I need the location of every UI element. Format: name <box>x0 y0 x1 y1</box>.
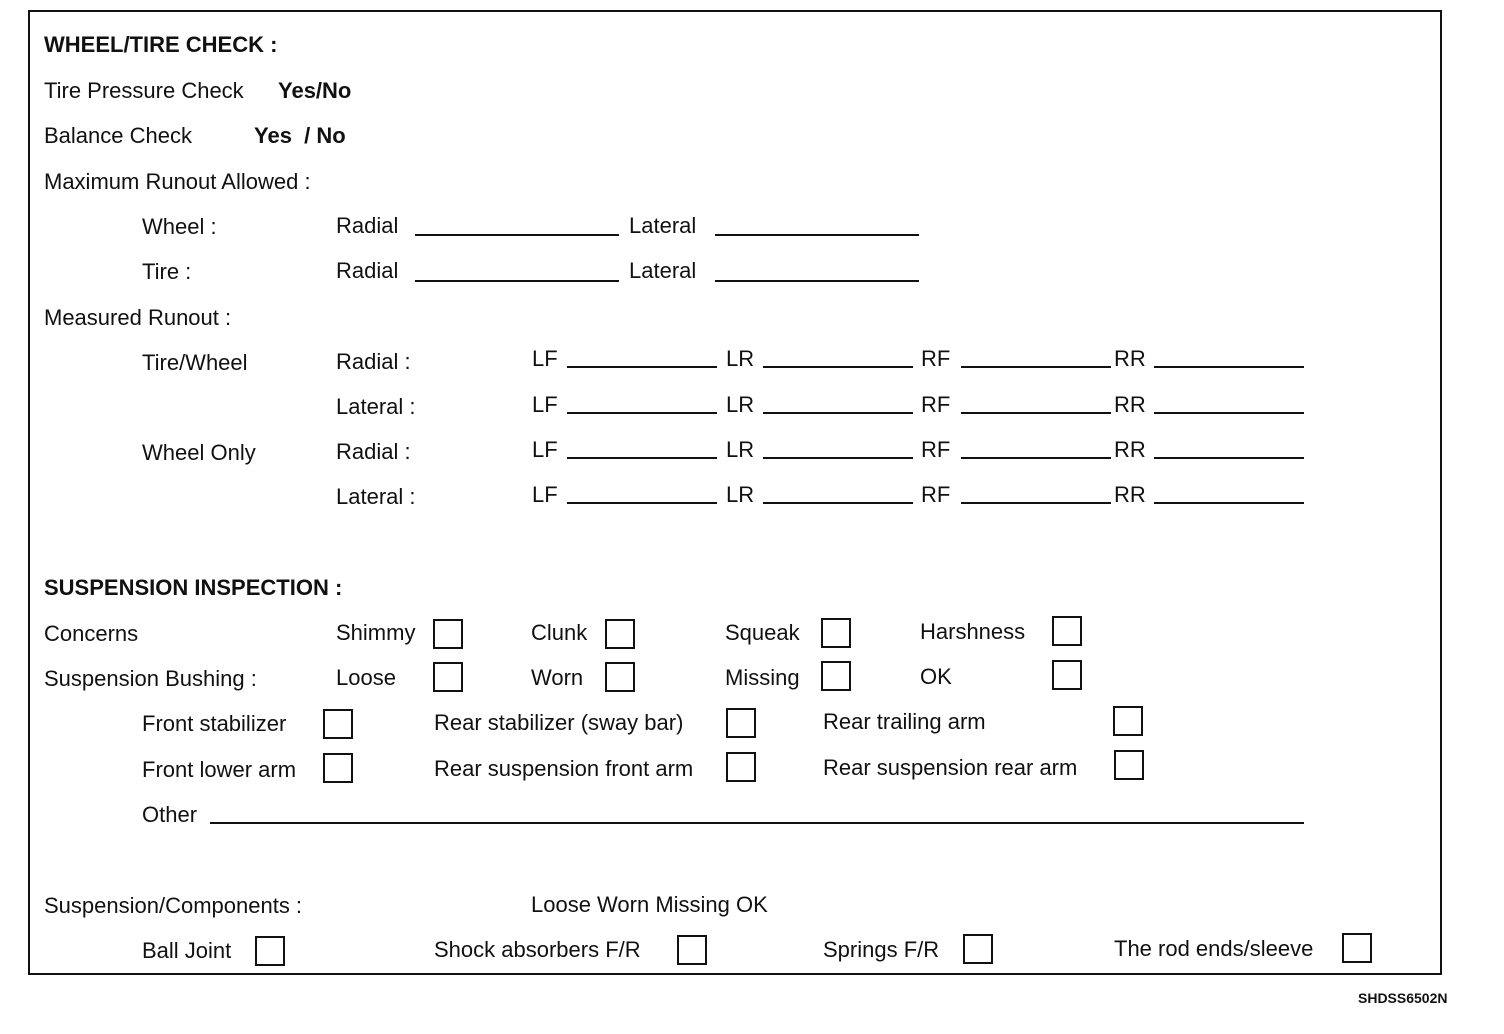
wo-lateral-lr-field[interactable] <box>763 502 913 504</box>
shock-absorbers-label: Shock absorbers F/R <box>434 937 641 962</box>
other-field[interactable] <box>210 822 1304 824</box>
tw-lateral-rf-field[interactable] <box>961 412 1111 414</box>
wo-radial-rr-label: RR <box>1114 437 1146 462</box>
bushing-worn-label: Worn <box>531 665 584 690</box>
suspension-heading: SUSPENSION INSPECTION : <box>44 575 343 600</box>
rear-stabilizer-checkbox[interactable] <box>726 708 756 738</box>
tw-lateral-rr-field[interactable] <box>1154 412 1304 414</box>
measured-runout-label: Measured Runout : <box>44 305 232 330</box>
tw-radial-label: Radial : <box>336 349 411 374</box>
concern-squeak-checkbox[interactable] <box>821 618 851 648</box>
allowed-tire-lateral-field[interactable] <box>715 280 919 282</box>
bushing-missing-label: Missing <box>725 665 800 690</box>
allowed-tire-lateral-label: Lateral <box>629 258 697 283</box>
components-legend: Loose Worn Missing OK <box>531 892 768 917</box>
wo-radial-lr-field[interactable] <box>763 457 913 459</box>
bushing-worn-checkbox[interactable] <box>605 662 635 692</box>
concern-harshness-checkbox[interactable] <box>1052 616 1082 646</box>
balance-check-label: Balance Check <box>44 123 192 148</box>
figure-code: SHDSS6502N <box>1358 990 1448 1006</box>
concern-harshness-label: Harshness <box>920 619 1026 644</box>
bushing-label: Suspension Bushing : <box>44 666 257 691</box>
allowed-wheel-label: Wheel : <box>142 214 217 239</box>
concerns-label: Concerns <box>44 621 139 646</box>
allowed-tire-radial-field[interactable] <box>415 280 619 282</box>
tw-lateral-lr-label: LR <box>726 392 755 417</box>
tire-pressure-options[interactable]: Yes/No <box>278 78 352 103</box>
rod-ends-checkbox[interactable] <box>1342 933 1372 963</box>
rear-susp-front-arm-label: Rear suspension front arm <box>434 756 694 781</box>
wo-lateral-rf-label: RF <box>921 482 951 507</box>
allowed-tire-radial-label: Radial <box>336 258 399 283</box>
wo-radial-label: Radial : <box>336 439 411 464</box>
wo-lateral-rf-field[interactable] <box>961 502 1111 504</box>
tw-radial-rr-label: RR <box>1114 346 1146 371</box>
front-stabilizer-label: Front stabilizer <box>142 711 287 736</box>
tire-wheel-label: Tire/Wheel <box>142 350 248 375</box>
concern-clunk-checkbox[interactable] <box>605 619 635 649</box>
tire-pressure-label: Tire Pressure Check <box>44 78 244 103</box>
front-lower-arm-checkbox[interactable] <box>323 753 353 783</box>
concern-clunk-label: Clunk <box>531 620 588 645</box>
wo-radial-rf-label: RF <box>921 437 951 462</box>
wo-radial-rf-field[interactable] <box>961 457 1111 459</box>
ball-joint-label: Ball Joint <box>142 938 232 963</box>
wo-radial-rr-field[interactable] <box>1154 457 1304 459</box>
wo-lateral-rr-label: RR <box>1114 482 1146 507</box>
rear-susp-rear-arm-checkbox[interactable] <box>1114 750 1144 780</box>
wo-lateral-lr-label: LR <box>726 482 755 507</box>
wo-radial-lf-label: LF <box>532 437 558 462</box>
wheel-tire-heading: WHEEL/TIRE CHECK : <box>44 32 278 57</box>
wo-lateral-label: Lateral : <box>336 484 416 509</box>
tw-radial-rr-field[interactable] <box>1154 366 1304 368</box>
bushing-missing-checkbox[interactable] <box>821 661 851 691</box>
tw-radial-lf-label: LF <box>532 346 558 371</box>
tw-lateral-lf-label: LF <box>532 392 558 417</box>
front-lower-arm-label: Front lower arm <box>142 757 297 782</box>
tw-radial-lr-field[interactable] <box>763 366 913 368</box>
tw-radial-lr-label: LR <box>726 346 755 371</box>
concern-shimmy-checkbox[interactable] <box>433 619 463 649</box>
allowed-wheel-lateral-label: Lateral <box>629 213 697 238</box>
tw-lateral-rf-label: RF <box>921 392 951 417</box>
front-stabilizer-checkbox[interactable] <box>323 709 353 739</box>
rear-susp-front-arm-checkbox[interactable] <box>726 752 756 782</box>
tw-lateral-lr-field[interactable] <box>763 412 913 414</box>
tw-radial-rf-label: RF <box>921 346 951 371</box>
concern-squeak-label: Squeak <box>725 620 800 645</box>
components-label: Suspension/Components : <box>44 893 303 918</box>
concern-shimmy-label: Shimmy <box>336 620 416 645</box>
springs-checkbox[interactable] <box>963 934 993 964</box>
rear-susp-rear-arm-label: Rear suspension rear arm <box>823 755 1078 780</box>
allowed-wheel-radial-field[interactable] <box>415 234 619 236</box>
bushing-loose-checkbox[interactable] <box>433 662 463 692</box>
wo-lateral-lf-label: LF <box>532 482 558 507</box>
tw-lateral-lf-field[interactable] <box>567 412 717 414</box>
max-runout-label: Maximum Runout Allowed : <box>44 169 311 194</box>
springs-label: Springs F/R <box>823 937 940 962</box>
other-label: Other <box>142 802 198 827</box>
ball-joint-checkbox[interactable] <box>255 936 285 966</box>
wheel-only-label: Wheel Only <box>142 440 256 465</box>
tw-lateral-rr-label: RR <box>1114 392 1146 417</box>
rear-stabilizer-label: Rear stabilizer (sway bar) <box>434 710 684 735</box>
bushing-ok-checkbox[interactable] <box>1052 660 1082 690</box>
rear-trailing-arm-checkbox[interactable] <box>1113 706 1143 736</box>
allowed-tire-label: Tire : <box>142 259 192 284</box>
bushing-ok-label: OK <box>920 664 952 689</box>
tw-lateral-label: Lateral : <box>336 394 416 419</box>
balance-check-options[interactable]: Yes / No <box>254 123 346 148</box>
tw-radial-rf-field[interactable] <box>961 366 1111 368</box>
shock-absorbers-checkbox[interactable] <box>677 935 707 965</box>
bushing-loose-label: Loose <box>336 665 396 690</box>
allowed-wheel-lateral-field[interactable] <box>715 234 919 236</box>
wo-lateral-rr-field[interactable] <box>1154 502 1304 504</box>
tw-radial-lf-field[interactable] <box>567 366 717 368</box>
wo-radial-lf-field[interactable] <box>567 457 717 459</box>
rod-ends-label: The rod ends/sleeve <box>1114 936 1314 961</box>
wo-lateral-lf-field[interactable] <box>567 502 717 504</box>
allowed-wheel-radial-label: Radial <box>336 213 399 238</box>
rear-trailing-arm-label: Rear trailing arm <box>823 709 986 734</box>
wo-radial-lr-label: LR <box>726 437 755 462</box>
